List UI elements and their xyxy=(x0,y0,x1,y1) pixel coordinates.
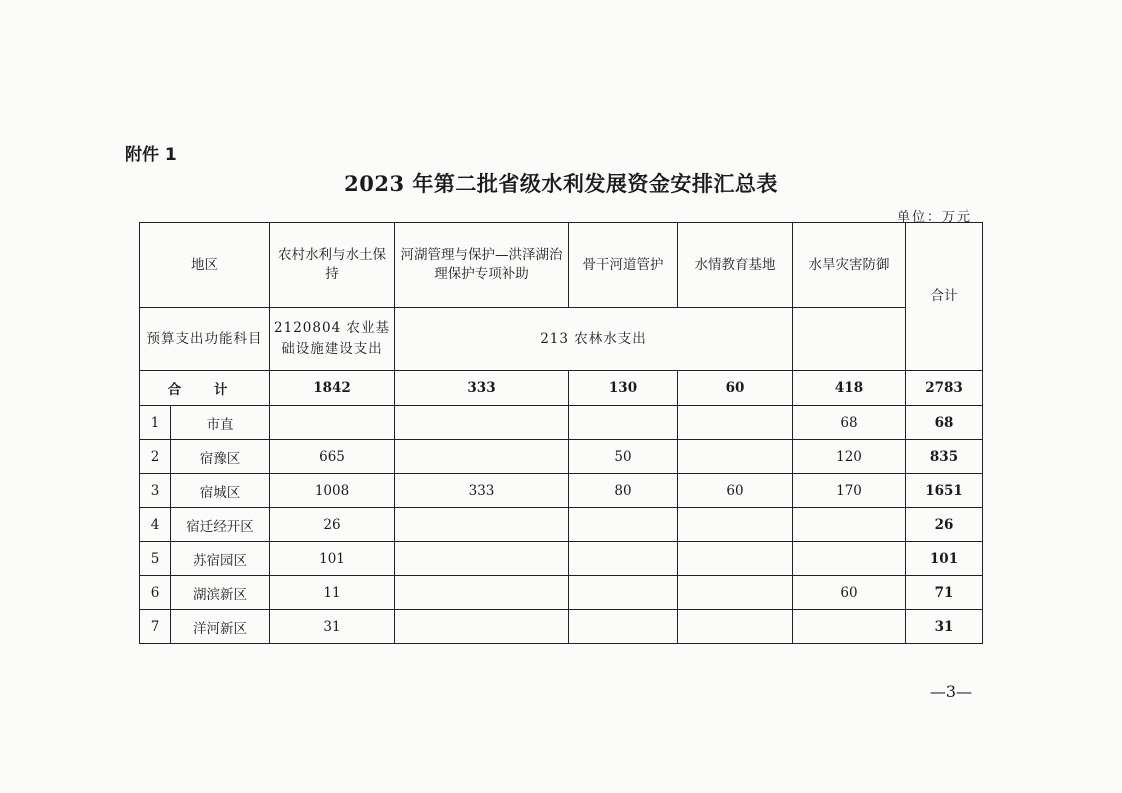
table-row xyxy=(140,474,983,508)
row-rural: 1008 xyxy=(270,474,395,508)
col-header-education: 水情教育基地 xyxy=(678,223,793,308)
attachment-label: 附件 1 xyxy=(125,145,177,165)
row-channel: 50 xyxy=(569,440,678,474)
col-header-disaster: 水旱灾害防御 xyxy=(793,223,906,308)
row-disaster xyxy=(793,610,906,644)
row-rural: 11 xyxy=(270,576,395,610)
col-header-rural: 农村水利与水土保持 xyxy=(270,223,395,308)
table-row xyxy=(140,406,983,440)
row-channel xyxy=(569,576,678,610)
budget-label: 预算支出功能科目 xyxy=(140,308,270,371)
col-header-channel: 骨干河道管护 xyxy=(569,223,678,308)
row-channel xyxy=(569,508,678,542)
row-disaster xyxy=(793,508,906,542)
table-row xyxy=(140,576,983,610)
row-disaster: 120 xyxy=(793,440,906,474)
row-number: 1 xyxy=(140,406,171,440)
row-channel xyxy=(569,610,678,644)
row-region: 湖滨新区 xyxy=(171,576,270,610)
total-channel: 130 xyxy=(569,371,678,406)
row-river xyxy=(395,406,569,440)
row-rural: 101 xyxy=(270,542,395,576)
row-river xyxy=(395,610,569,644)
row-disaster xyxy=(793,542,906,576)
row-disaster: 60 xyxy=(793,576,906,610)
total-label: 合 计 xyxy=(140,371,270,406)
row-region: 宿豫区 xyxy=(171,440,270,474)
row-number: 4 xyxy=(140,508,171,542)
row-channel xyxy=(569,542,678,576)
page-number: —3— xyxy=(929,682,972,701)
row-river xyxy=(395,542,569,576)
budget-others-code: 213 农林水支出 xyxy=(395,308,793,371)
row-river xyxy=(395,576,569,610)
allocation-table xyxy=(139,222,983,644)
row-total: 26 xyxy=(906,508,983,542)
row-region: 苏宿园区 xyxy=(171,542,270,576)
row-total: 68 xyxy=(906,406,983,440)
row-region: 宿城区 xyxy=(171,474,270,508)
row-region: 洋河新区 xyxy=(171,610,270,644)
row-river xyxy=(395,508,569,542)
row-region: 市直 xyxy=(171,406,270,440)
page-title: 2023 年第二批省级水利发展资金安排汇总表 xyxy=(344,171,778,196)
total-total: 2783 xyxy=(906,371,983,406)
row-education xyxy=(678,508,793,542)
table-row xyxy=(140,508,983,542)
col-header-river: 河湖管理与保护—洪泽湖治理保护专项补助 xyxy=(395,223,569,308)
row-education xyxy=(678,542,793,576)
row-education xyxy=(678,576,793,610)
budget-blank xyxy=(793,308,906,371)
row-education: 60 xyxy=(678,474,793,508)
row-education xyxy=(678,440,793,474)
row-disaster: 170 xyxy=(793,474,906,508)
total-education: 60 xyxy=(678,371,793,406)
total-row xyxy=(140,371,983,406)
row-total: 1651 xyxy=(906,474,983,508)
budget-row xyxy=(140,308,983,371)
row-number: 6 xyxy=(140,576,171,610)
row-river xyxy=(395,440,569,474)
row-rural: 26 xyxy=(270,508,395,542)
row-total: 101 xyxy=(906,542,983,576)
total-disaster: 418 xyxy=(793,371,906,406)
total-rural: 1842 xyxy=(270,371,395,406)
row-river: 333 xyxy=(395,474,569,508)
row-education xyxy=(678,610,793,644)
total-river: 333 xyxy=(395,371,569,406)
table-row xyxy=(140,610,983,644)
header-row xyxy=(140,223,983,308)
row-channel: 80 xyxy=(569,474,678,508)
col-header-region: 地区 xyxy=(140,223,270,308)
row-disaster: 68 xyxy=(793,406,906,440)
budget-rural-code: 2120804 农业基础设施建设支出 xyxy=(270,308,395,371)
row-rural: 31 xyxy=(270,610,395,644)
row-channel xyxy=(569,406,678,440)
row-total: 835 xyxy=(906,440,983,474)
table-row xyxy=(140,542,983,576)
row-number: 2 xyxy=(140,440,171,474)
row-region: 宿迁经开区 xyxy=(171,508,270,542)
row-total: 71 xyxy=(906,576,983,610)
table-row xyxy=(140,440,983,474)
row-number: 7 xyxy=(140,610,171,644)
col-header-total: 合计 xyxy=(906,223,983,371)
row-rural xyxy=(270,406,395,440)
row-education xyxy=(678,406,793,440)
row-number: 5 xyxy=(140,542,171,576)
row-number: 3 xyxy=(140,474,171,508)
row-rural: 665 xyxy=(270,440,395,474)
row-total: 31 xyxy=(906,610,983,644)
unit-label: 单位：万元 xyxy=(896,210,972,225)
